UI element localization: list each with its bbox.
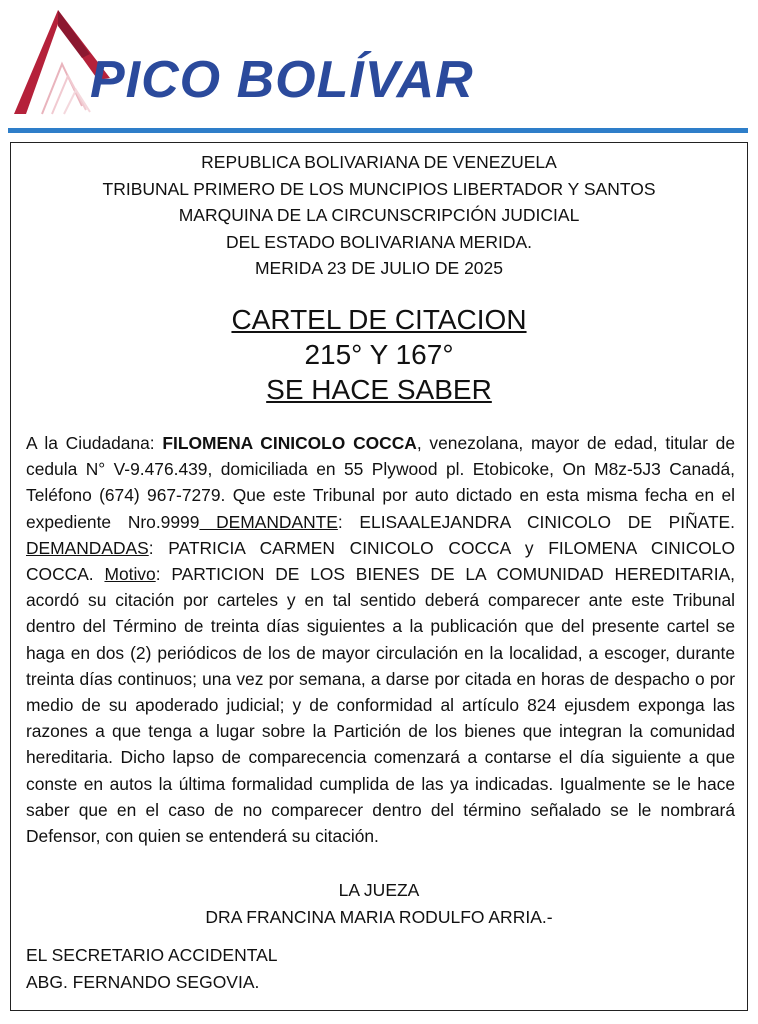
label-demandadas: DEMANDADAS	[26, 537, 149, 558]
judge-signature	[0, 877, 758, 930]
logo-text: PICO BOLÍVAR	[90, 51, 474, 109]
header-line-3: MARQUINA DE LA CIRCUNSCRIPCIÓN JUDICIAL	[178, 205, 580, 225]
body-part-2: : ELISAALEJANDRA CINICOLO DE PIÑATE.	[337, 511, 735, 532]
body-part-1: , venezolana, mayor de edad, titular de cedula N° V-9.476.439, domiciliada en 55 Plywood pl. Etobicoke, On M8z-5J3 Canadá, Teléfono (674) 967-7279. Que este Tribunal por auto dictado en esta misma fecha en el expediente Nro.9999	[26, 433, 736, 532]
body-part-3: : PATRICIA CARMEN CINICOLO COCCA y FILOMENA CINICOLO COCCA.	[26, 537, 735, 585]
header-line-1: REPUBLICA BOLIVARIANA DE VENEZUELA	[201, 152, 557, 172]
title-years: 215° Y 167°	[304, 339, 454, 370]
secretary-signature	[26, 942, 278, 995]
header-divider	[8, 128, 748, 133]
judge-title: LA JUEZA	[338, 880, 420, 900]
body-intro: A la Ciudadana:	[26, 433, 163, 453]
body-part-4: : PARTICION DE LOS BIENES DE LA COMUNIDAD HEREDITARIA, acordó su citación por carteles y en tal sentido deberá comparecer ante este Tribunal dentro del Término de treinta días siguientes a la publicación que del presente cartel se haga en dos (2) periódicos de los de mayor circulación en la localidad, a escoger, durante treinta días continuos; una vez por semana, a darse por citada en horas de despacho o por medio de su apoderado judicial; y de conformidad al artículo 824 ejusdem exponga las razones a que tenga a lugar sobre la Partición de los bienes que integran la comunidad hereditaria. Dicho lapso de comparecencia comenzará a contarse el día siguiente a que conste en autos la última formalidad cumplida de las ya indicadas. Igualmente se le hace saber que en el caso de no comparecer dentro del término señalado se le nombrará Defensor, con quien se entenderá su citación.	[26, 564, 736, 847]
court-header	[0, 149, 758, 282]
notice-title	[0, 302, 758, 407]
judge-name: DRA FRANCINA MARIA RODULFO ARRIA.-	[205, 906, 553, 927]
secretary-name: ABG. FERNANDO SEGOVIA.	[26, 971, 260, 992]
title-se-hace-saber: SE HACE SABER	[266, 374, 492, 405]
label-motivo: Motivo	[104, 564, 156, 585]
label-demandante: DEMANDANTE	[199, 511, 338, 532]
notice-body	[26, 430, 735, 849]
header-line-2: TRIBUNAL PRIMERO DE LOS MUNCIPIOS LIBERTADOR Y SANTOS	[102, 178, 656, 199]
pico-bolivar-logo	[12, 6, 474, 118]
secretary-title: EL SECRETARIO ACCIDENTAL	[26, 945, 278, 965]
cited-person-name: FILOMENA CINICOLO COCCA	[162, 433, 417, 453]
header-date: MERIDA 23 DE JULIO DE 2025	[254, 258, 504, 278]
header-line-4: DEL ESTADO BOLIVARIANA MERIDA.	[225, 231, 532, 252]
title-cartel: CARTEL DE CITACION	[231, 304, 527, 335]
